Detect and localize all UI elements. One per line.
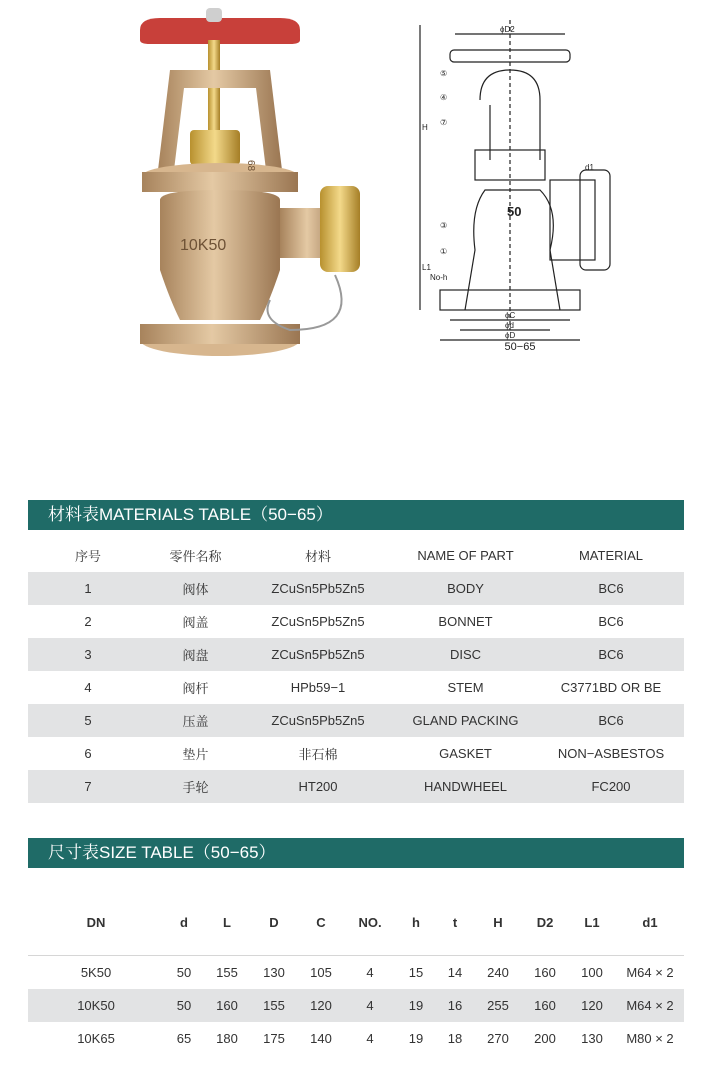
callout-3: ③ [440,221,448,230]
cell: HT200 [243,770,393,803]
cell: C3771BD OR BE [560,680,662,695]
cell: 160 [204,989,250,1022]
callout-4: ④ [440,93,448,102]
size-header-c: C [316,915,326,930]
cell: 175 [263,1031,285,1046]
size-header-d: d [180,915,188,930]
cell: 120 [298,989,344,1022]
materials-table-title: 材料表MATERIALS TABLE（50−65） [28,500,684,530]
valve-photo [120,0,420,380]
mat-header-material: MATERIAL [578,547,644,563]
table-row [28,737,684,770]
cell: 50 [176,965,192,980]
cell: M64 × 2 [616,989,684,1022]
size-header-D: D [269,915,279,930]
cell: 160 [534,965,556,980]
body-marking: 10K50 [180,237,227,254]
cell: 18 [447,1031,463,1046]
stem [208,40,220,140]
cell: 16 [436,989,474,1022]
cell: BC6 [538,572,684,605]
cell: 10K50 [28,989,164,1022]
size-table-title: 尺寸表SIZE TABLE（50−65） [28,838,684,868]
cell: ZCuSn5Pb5Zn5 [243,704,393,737]
size-header-l: L [223,915,231,930]
size-header-h: h [412,915,420,930]
size-header-no: NO. [358,915,382,930]
cell: 2 [84,614,92,629]
dim-h: H [422,123,428,132]
cell: 155 [250,989,298,1022]
size-header-row [28,900,684,945]
table-row [28,770,684,803]
table-row [28,605,684,638]
cell: 180 [216,1031,238,1046]
cell: 15 [408,965,424,980]
mat-header-no: 序号 [74,548,101,564]
cell: 10K65 [77,1031,115,1046]
cell: 6 [84,746,92,761]
size-header-t: t [452,915,458,930]
dim-d1: d1 [585,163,594,172]
size-table [28,900,684,1055]
hose-coupling [320,186,360,272]
dim-phic: ϕC [505,311,516,320]
cell: BC6 [598,614,624,629]
cell: ZCuSn5Pb5Zn5 [243,572,393,605]
dim-size: 50 [507,204,522,219]
cap-chain [268,275,342,330]
cell: 4 [366,1031,374,1046]
callout-1: ① [440,247,448,256]
size-header-l1: L1 [584,915,600,930]
cell: 垫片 [182,747,209,762]
cell: 65 [176,1031,192,1046]
cell: 阀盖 [182,615,209,630]
cell: FC200 [538,770,684,803]
dim-phiD: ϕD [505,331,516,340]
cell: 155 [216,965,238,980]
bonnet-marking: 68 [245,160,256,172]
cell: 255 [474,989,522,1022]
cell: 19 [396,989,436,1022]
drawing-caption: 50−65 [504,341,536,353]
mat-header-material-cn: 材料 [304,548,331,564]
cell: 4 [84,680,92,695]
cell: 200 [534,1031,556,1046]
technical-drawing [400,10,660,370]
cell: DISC [393,638,538,671]
cell: M64 × 2 [626,965,674,980]
table-row [28,704,684,737]
cell: 4 [366,965,374,980]
table-row [28,1022,684,1055]
cell: 阀盘 [148,638,243,671]
cell: 100 [581,965,603,980]
cell: 140 [310,1031,332,1046]
valve-body [160,190,280,320]
dim-l1: L1 [422,263,431,272]
cell: BODY [393,572,538,605]
cell: M80 × 2 [626,1031,674,1046]
table-row [28,638,684,671]
cell: 160 [522,989,568,1022]
cell: 手轮 [148,770,243,803]
cell: 非石棉 [298,747,338,762]
cell: 4 [344,989,396,1022]
cell: 19 [408,1031,424,1046]
callout-7: ⑦ [440,118,448,127]
cell: STEM [447,680,484,695]
cell: HANDWHEEL [393,770,538,803]
materials-header-row [28,538,684,572]
cell: 压盖 [148,704,243,737]
size-header-d2: D2 [536,915,554,930]
dim-noh: No-h [430,273,448,282]
table-row [28,956,684,990]
dim-d2: ϕD2 [500,25,515,34]
cell: 240 [487,965,509,980]
cell: 270 [487,1031,509,1046]
size-header-H: H [493,915,503,930]
cell: 120 [568,989,616,1022]
header-divider [28,945,684,956]
cell: 7 [28,770,148,803]
mat-header-part-cn: 零件名称 [169,548,222,564]
cell: NON−ASBESTOS [557,746,665,761]
cell: HPb59−1 [290,680,346,695]
cell: 130 [581,1031,603,1046]
cell: ZCuSn5Pb5Zn5 [271,614,365,629]
table-row [28,572,684,605]
cell: GLAND PACKING [393,704,538,737]
cell: 5K50 [80,965,112,980]
table-row [28,989,684,1022]
cell: 5 [28,704,148,737]
cell: 14 [447,965,463,980]
cell: BC6 [538,638,684,671]
cell: GASKET [439,746,492,761]
cell: 3 [28,638,148,671]
callout-5: ⑤ [440,69,448,78]
cell: BC6 [538,704,684,737]
dim-phid: ϕd [505,321,514,330]
table-row [28,671,684,704]
cell: 50 [164,989,204,1022]
cell: BONNET [438,614,493,629]
size-header-dn: DN [86,915,106,930]
cell: 阀体 [148,572,243,605]
cell: 130 [263,965,285,980]
cell: 105 [310,965,332,980]
cell: 阀杆 [182,681,209,696]
size-header-d1: d1 [642,915,658,930]
mat-header-part: NAME OF PART [417,547,514,563]
cell: ZCuSn5Pb5Zn5 [243,638,393,671]
cell: 1 [28,572,148,605]
materials-table [28,538,684,803]
